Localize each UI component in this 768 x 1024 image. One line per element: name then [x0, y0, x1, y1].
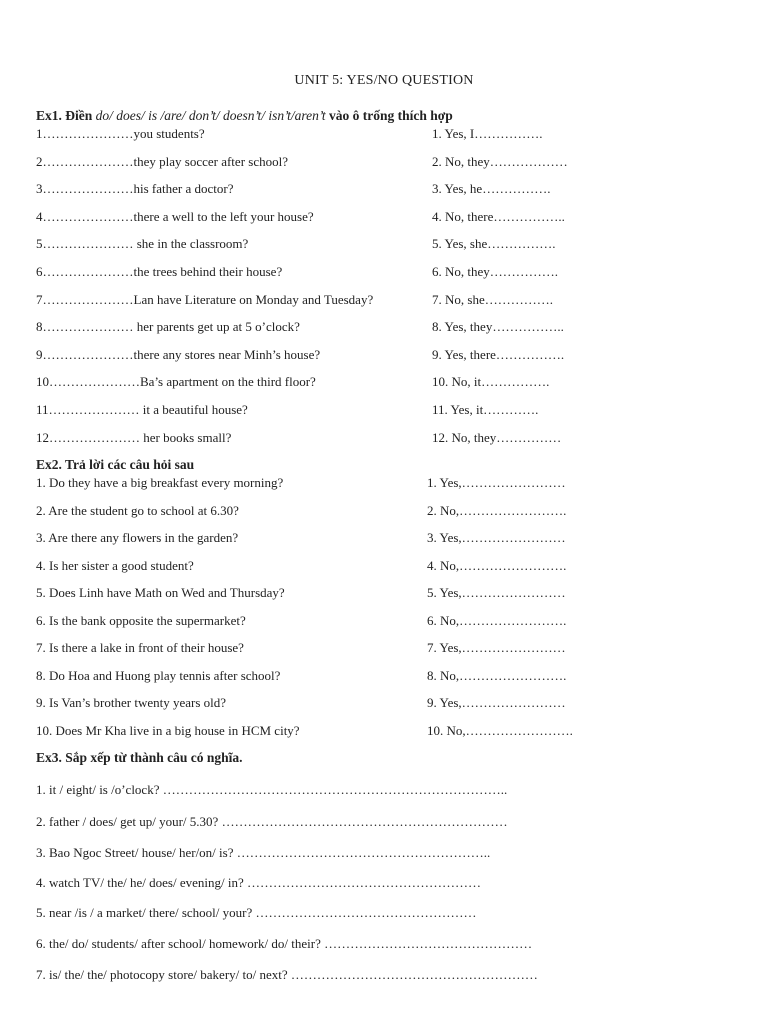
ex1-row — [0, 347, 768, 369]
ex2-answer: 10. No,……………………. — [427, 723, 573, 738]
ex2-row — [0, 503, 768, 525]
ex1-label: Ex1. Điền — [36, 108, 96, 123]
ex1-row — [0, 154, 768, 176]
ex1-answer: 7. No, she……………. — [432, 292, 553, 307]
ex2-question: 1. Do they have a big breakfast every morning? — [36, 475, 284, 490]
ex2-question: 8. Do Hoa and Huong play tennis after school? — [36, 668, 281, 683]
ex3-item: 4. watch TV/ the/ he/ does/ evening/ in? ……………………………………………… — [36, 875, 481, 890]
ex1-row — [0, 319, 768, 341]
ex3-row — [0, 814, 768, 836]
ex3-row — [0, 905, 768, 927]
ex1-row — [0, 430, 768, 452]
ex3-row — [0, 782, 768, 804]
ex3-row — [0, 875, 768, 897]
ex1-answer: 1. Yes, I……………. — [432, 126, 543, 141]
ex1-words: do/ does/ is /are/ don’t/ doesn’t/ isn’t/aren’t — [95, 108, 326, 123]
ex1-row — [0, 126, 768, 148]
ex1-question: 6…………………the trees behind their house? — [36, 264, 283, 279]
ex1-row — [0, 264, 768, 286]
ex1-answer: 9. Yes, there……………. — [432, 347, 565, 362]
ex3-item: 5. near /is / a market/ there/ school/ your? …………………………………………… — [36, 905, 477, 920]
ex2-answer: 3. Yes,…………………… — [427, 530, 566, 545]
ex1-question: 10…………………Ba’s apartment on the third floor? — [36, 374, 316, 389]
ex1-answer: 12. No, they…………… — [432, 430, 562, 445]
ex2-question: 5. Does Linh have Math on Wed and Thursday? — [36, 585, 285, 600]
ex2-row — [0, 695, 768, 717]
ex1-row — [0, 181, 768, 203]
ex1-suffix: vào ô trống thích hợp — [325, 108, 453, 123]
ex1-question: 3…………………his father a doctor? — [36, 181, 234, 196]
ex2-question: 6. Is the bank opposite the supermarket? — [36, 613, 246, 628]
ex2-answer: 5. Yes,…………………… — [427, 585, 566, 600]
ex2-question: 2. Are the student go to school at 6.30? — [36, 503, 239, 518]
ex2-answer: 9. Yes,…………………… — [427, 695, 566, 710]
ex2-row — [0, 723, 768, 745]
ex2-answer: 7. Yes,…………………… — [427, 640, 566, 655]
ex2-answer: 1. Yes,…………………… — [427, 475, 566, 490]
ex2-answer: 8. No,……………………. — [427, 668, 567, 683]
ex1-row — [0, 402, 768, 424]
ex2-question: 9. Is Van’s brother twenty years old? — [36, 695, 227, 710]
ex2-heading — [36, 457, 194, 473]
ex2-row — [0, 585, 768, 607]
ex1-question: 11………………… it a beautiful house? — [36, 402, 248, 417]
ex1-answer: 10. No, it……………. — [432, 374, 550, 389]
ex1-question: 12………………… her books small? — [36, 430, 232, 445]
ex3-item: 1. it / eight/ is /o’clock? …………………………………………………………………….. — [36, 782, 508, 797]
ex1-question: 4…………………there a well to the left your house? — [36, 209, 314, 224]
ex2-answer: 2. No,……………………. — [427, 503, 567, 518]
ex2-question: 3. Are there any flowers in the garden? — [36, 530, 239, 545]
ex3-item: 2. father / does/ get up/ your/ 5.30? ………………………………………………………… — [36, 814, 508, 829]
ex3-row — [0, 845, 768, 867]
page-title: UNIT 5: YES/NO QUESTION — [294, 73, 474, 88]
ex2-answer: 4. No,……………………. — [427, 558, 567, 573]
ex3-row — [0, 936, 768, 958]
ex1-question: 2…………………they play soccer after school? — [36, 154, 288, 169]
ex1-question: 1…………………you students? — [36, 126, 205, 141]
ex3-label: Ex3. Sắp xếp từ thành câu có nghĩa. — [36, 750, 243, 765]
ex3-item: 7. is/ the/ the/ photocopy store/ bakery/ to/ next? ………………………………………………… — [36, 967, 538, 982]
ex1-question: 5………………… she in the classroom? — [36, 236, 249, 251]
ex1-heading — [36, 108, 453, 124]
ex1-answer: 8. Yes, they…………….. — [432, 319, 564, 334]
ex2-question: 4. Is her sister a good student? — [36, 558, 194, 573]
ex3-item: 3. Bao Ngoc Street/ house/ her/on/ is? ………………………………………………….. — [36, 845, 491, 860]
ex1-answer: 6. No, they……………. — [432, 264, 559, 279]
ex1-answer: 4. No, there…………….. — [432, 209, 565, 224]
ex2-answer: 6. No,……………………. — [427, 613, 567, 628]
ex2-row — [0, 613, 768, 635]
ex3-heading — [36, 750, 243, 766]
ex1-answer: 3. Yes, he……………. — [432, 181, 551, 196]
ex3-row — [0, 967, 768, 989]
ex1-row — [0, 292, 768, 314]
ex1-answer: 2. No, they……………… — [432, 154, 568, 169]
ex1-question: 8………………… her parents get up at 5 o’clock? — [36, 319, 300, 334]
ex1-answer: 11. Yes, it…………. — [432, 402, 539, 417]
ex1-row — [0, 236, 768, 258]
ex2-row — [0, 558, 768, 580]
ex2-row — [0, 668, 768, 690]
ex2-row — [0, 640, 768, 662]
ex1-row — [0, 209, 768, 231]
ex2-row — [0, 475, 768, 497]
ex3-item: 6. the/ do/ students/ after school/ homework/ do/ their? ………………………………………… — [36, 936, 533, 951]
ex1-answer: 5. Yes, she……………. — [432, 236, 556, 251]
ex2-question: 10. Does Mr Kha live in a big house in HCM city? — [36, 723, 300, 738]
ex2-question: 7. Is there a lake in front of their house? — [36, 640, 244, 655]
ex1-row — [0, 374, 768, 396]
ex1-question: 9…………………there any stores near Minh’s house? — [36, 347, 321, 362]
ex1-question: 7…………………Lan have Literature on Monday and Tuesday? — [36, 292, 374, 307]
ex2-row — [0, 530, 768, 552]
ex2-label: Ex2. Trả lời các câu hỏi sau — [36, 457, 195, 472]
